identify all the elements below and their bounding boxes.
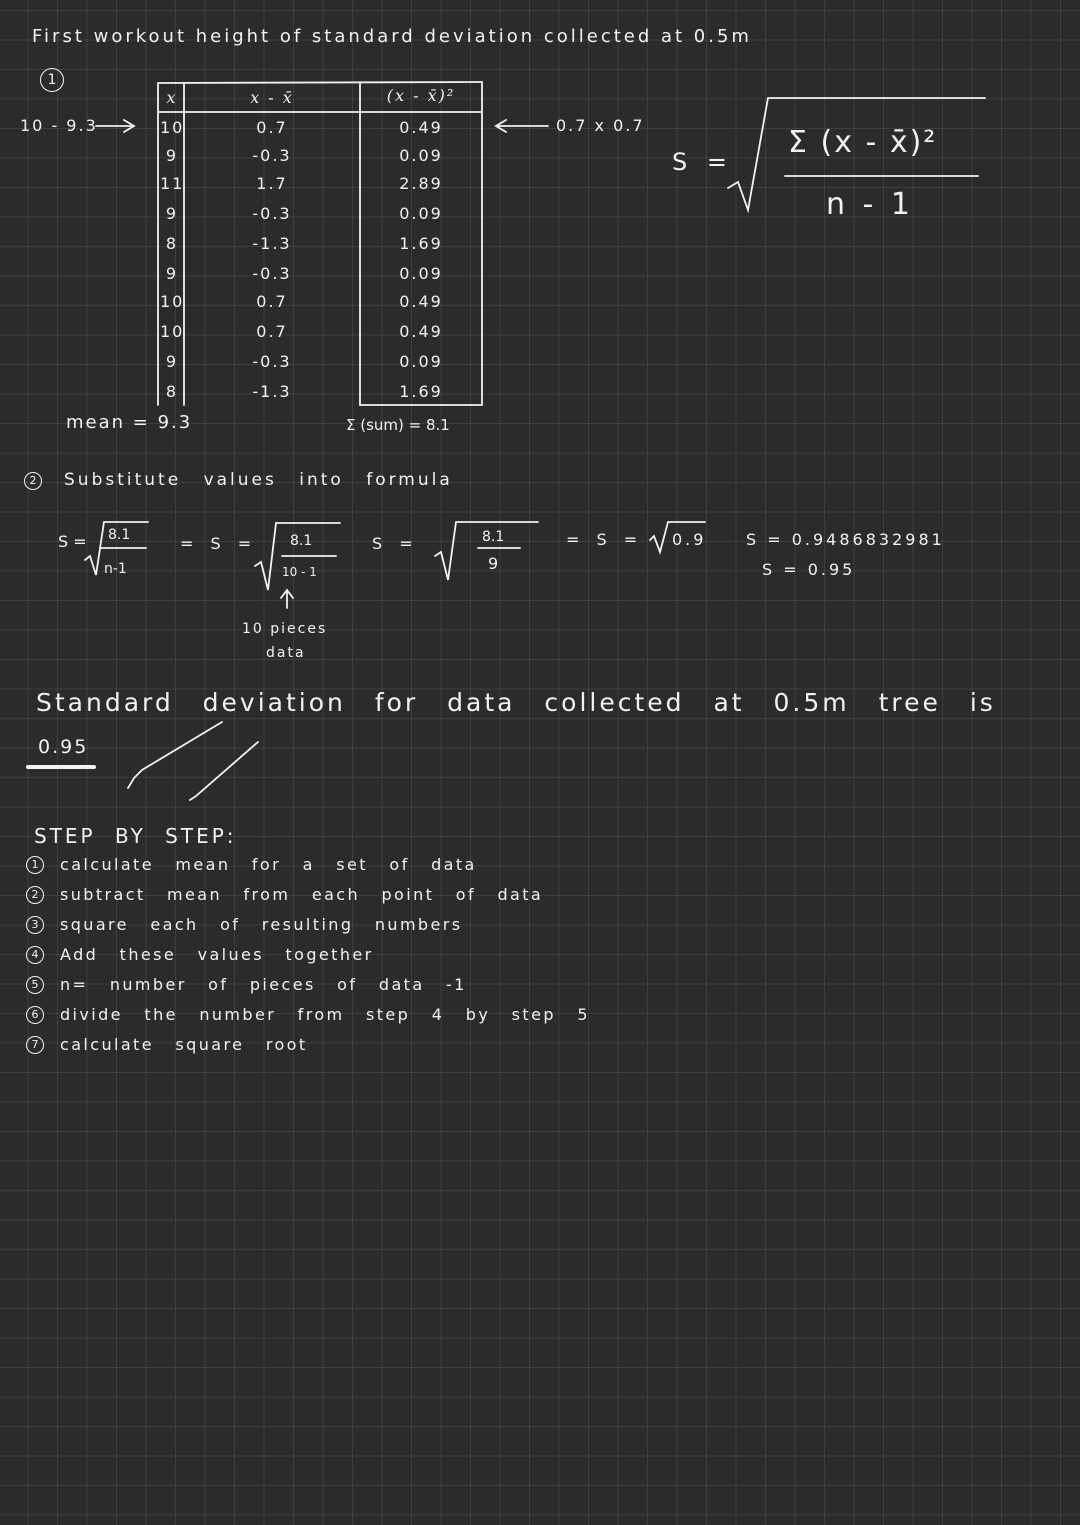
- table-header-deviation: x - x̄: [250, 88, 294, 107]
- cell-deviation: 1.7: [256, 174, 288, 193]
- cell-squared: 1.69: [399, 234, 443, 253]
- cell-squared: 0.49: [399, 322, 443, 341]
- cell-squared: 2.89: [399, 174, 443, 193]
- cell-squared: 0.49: [399, 292, 443, 311]
- row-note-right: 0.7 x 0.7: [556, 116, 645, 135]
- step-number-marker: 4: [26, 946, 44, 964]
- cell-squared: 0.09: [399, 204, 443, 223]
- cell-squared: 0.09: [399, 264, 443, 283]
- table-header-squared: (x - x̄)²: [386, 86, 456, 105]
- eq1-numerator: 8.1: [108, 527, 131, 543]
- step-number-marker: 6: [26, 1006, 44, 1024]
- eq3-lhs: S =: [372, 534, 419, 553]
- step-item-text: Add these values together: [60, 945, 374, 964]
- step-2-heading: Substitute values into formula: [64, 470, 453, 490]
- sum-value: Σ (sum) = 8.1: [346, 416, 450, 434]
- step-number-marker: 3: [26, 916, 44, 934]
- eq4-lhs: = S =: [566, 530, 644, 549]
- cell-x: 10: [160, 118, 185, 137]
- eq2-lhs: = S =: [180, 534, 258, 553]
- cell-x: 9: [165, 352, 179, 371]
- step-item-text: square each of resulting numbers: [60, 915, 463, 934]
- cell-deviation: 0.7: [256, 292, 288, 311]
- eq1-lhs: S =: [58, 532, 87, 551]
- cell-deviation: 0.7: [256, 118, 288, 137]
- steps-heading: STEP BY STEP:: [34, 824, 237, 848]
- cell-deviation: -0.3: [252, 352, 292, 371]
- cell-x: 10: [160, 322, 185, 341]
- step-number-marker: 2: [26, 886, 44, 904]
- cell-squared: 1.69: [399, 382, 443, 401]
- step-number-marker: 1: [26, 856, 44, 874]
- step-2-marker: 2: [24, 472, 42, 490]
- mean-value: mean = 9.3: [66, 412, 193, 433]
- step-item-text: n= number of pieces of data -1: [60, 975, 467, 994]
- step-number-marker: 7: [26, 1036, 44, 1054]
- cell-x: 11: [160, 174, 185, 193]
- cell-x: 9: [165, 264, 179, 283]
- step-item-text: calculate square root: [60, 1035, 308, 1054]
- eq2-numerator: 8.1: [290, 533, 313, 549]
- eq1-denominator: n-1: [104, 561, 127, 577]
- step-1-marker: 1: [40, 68, 64, 92]
- formula-s: S =: [672, 148, 733, 176]
- step-item-text: calculate mean for a set of data: [60, 855, 477, 874]
- cell-deviation: -0.3: [252, 264, 292, 283]
- page-title: First workout height of standard deviation collected at 0.5m: [32, 26, 752, 47]
- cell-deviation: -0.3: [252, 146, 292, 165]
- cell-deviation: 0.7: [256, 322, 288, 341]
- cell-x: 10: [160, 292, 185, 311]
- cell-deviation: -1.3: [252, 382, 292, 401]
- row-note-left: 10 - 9.3: [20, 116, 98, 135]
- step-item-text: divide the number from step 4 by step 5: [60, 1005, 590, 1024]
- cell-squared: 0.49: [399, 118, 443, 137]
- cell-deviation: -0.3: [252, 204, 292, 223]
- note-line-2: data: [266, 645, 306, 661]
- cell-x: 8: [165, 382, 179, 401]
- step-number-marker: 5: [26, 976, 44, 994]
- cell-x: 9: [165, 204, 179, 223]
- note-line-1: 10 pieces: [242, 621, 328, 637]
- eq4-radicand: 0.9: [672, 530, 707, 549]
- eq2-denominator: 10 - 1: [282, 565, 317, 579]
- eq3-numerator: 8.1: [482, 529, 505, 545]
- cell-x: 8: [165, 234, 179, 253]
- formula-numerator: Σ (x - x̄)²: [788, 125, 938, 160]
- cell-x: 9: [165, 146, 179, 165]
- cell-squared: 0.09: [399, 352, 443, 371]
- table-header-x: x: [166, 88, 178, 107]
- result-precise: S = 0.9486832981: [746, 530, 945, 549]
- conclusion-value: 0.95: [38, 736, 89, 758]
- result-rounded: S = 0.95: [762, 560, 856, 579]
- cell-squared: 0.09: [399, 146, 443, 165]
- conclusion-line-1: Standard deviation for data collected at 0.5m tree is: [36, 688, 996, 717]
- eq3-denominator: 9: [488, 554, 499, 573]
- cell-deviation: -1.3: [252, 234, 292, 253]
- step-item-text: subtract mean from each point of data: [60, 885, 544, 904]
- formula-denominator: n - 1: [826, 187, 914, 222]
